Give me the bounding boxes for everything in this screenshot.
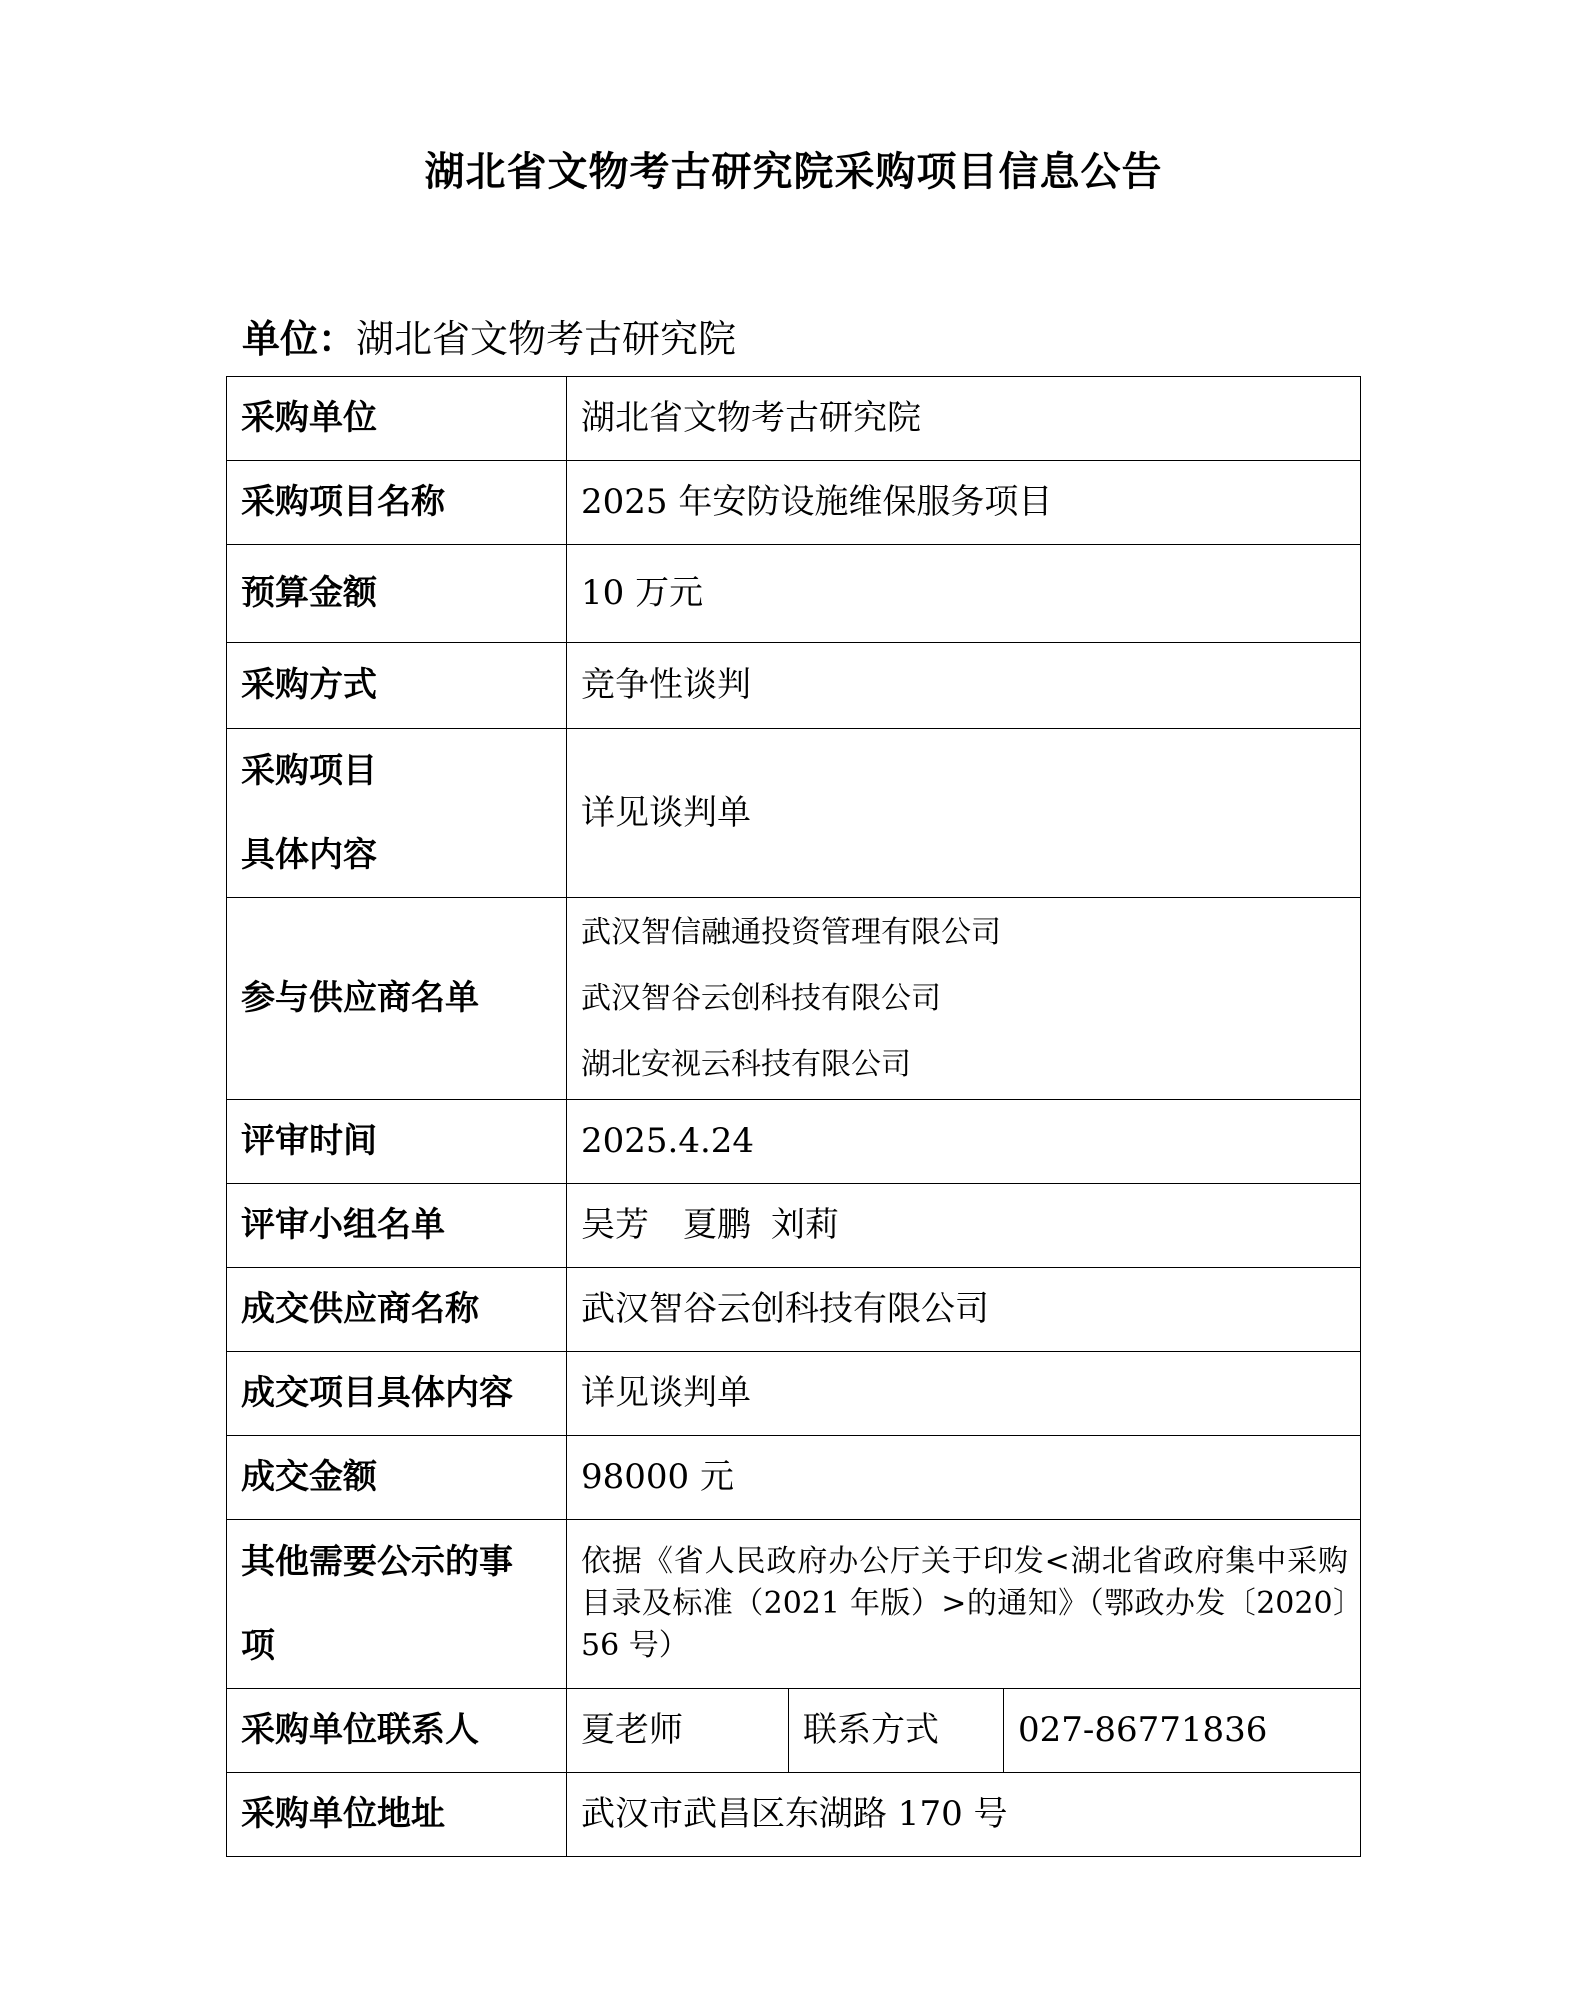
suppliers-list [567,898,1361,1100]
review-panel-label: 评审小组名单 [227,1184,567,1268]
list-item: 湖北安视云科技有限公司 [581,1046,911,1082]
project-content-value: 详见谈判单 [567,729,1361,898]
suppliers-label: 参与供应商名单 [227,898,567,1100]
contact-method-value: 027-86771836 [1004,1689,1361,1773]
winning-supplier-label: 成交供应商名称 [227,1268,567,1352]
other-notice-label-line2: 项 [241,1626,275,1666]
unit-line [242,308,736,363]
table-row [227,1268,1361,1352]
review-time-label: 评审时间 [227,1100,567,1184]
contact-method-label: 联系方式 [789,1689,1004,1773]
winning-content-value: 详见谈判单 [567,1352,1361,1436]
other-notice-label-line1: 其他需要公示的事 [241,1542,513,1582]
purchasing-unit-label: 采购单位 [227,377,567,461]
list-item: 武汉智谷云创科技有限公司 [581,980,941,1016]
unit-value: 湖北省文物考古研究院 [356,317,737,361]
panel-member: 夏鹏 [683,1205,751,1246]
budget-label: 预算金额 [227,545,567,643]
other-notice-value: 依据《省人民政府办公厅关于印发<湖北省政府集中采购目录及标准（2021 年版）>的通知》（鄂政办发〔2020〕56 号） [567,1520,1361,1689]
table-row [227,1352,1361,1436]
table-row [227,1100,1361,1184]
table-row [227,1436,1361,1520]
table-row [227,729,1361,898]
review-time-value: 2025.4.24 [567,1100,1361,1184]
unit-label: 单位： [242,316,357,361]
procurement-info-table [226,376,1361,1857]
panel-member: 刘莉 [771,1205,839,1246]
table-row [227,377,1361,461]
project-content-label [227,729,567,898]
table-row [227,1520,1361,1689]
project-content-label-line1: 采购项目 [241,751,377,791]
table-row [227,898,1361,1100]
address-label: 采购单位地址 [227,1773,567,1857]
project-name-value: 2025 年安防设施维保服务项目 [567,461,1361,545]
contact-value: 夏老师 [567,1689,789,1773]
panel-member: 吴芳 [581,1205,649,1246]
table-row [227,643,1361,729]
review-panel-members [567,1184,1361,1268]
list-item: 武汉智信融通投资管理有限公司 [581,914,1001,950]
contact-label: 采购单位联系人 [227,1689,567,1773]
budget-value: 10 万元 [567,545,1361,643]
winning-content-label: 成交项目具体内容 [227,1352,567,1436]
address-value: 武汉市武昌区东湖路 170 号 [567,1773,1361,1857]
page-title: 湖北省文物考古研究院采购项目信息公告 [424,148,1163,195]
table-row [227,1689,1361,1773]
table-row [227,1773,1361,1857]
method-value: 竞争性谈判 [567,643,1361,729]
other-notice-label [227,1520,567,1689]
table-row [227,545,1361,643]
purchasing-unit-value: 湖北省文物考古研究院 [567,377,1361,461]
project-content-label-line2: 具体内容 [241,835,377,875]
project-name-label: 采购项目名称 [227,461,567,545]
winning-amount-label: 成交金额 [227,1436,567,1520]
method-label: 采购方式 [227,643,567,729]
table-row [227,461,1361,545]
table-row [227,1184,1361,1268]
winning-supplier-value: 武汉智谷云创科技有限公司 [567,1268,1361,1352]
winning-amount-value: 98000 元 [567,1436,1361,1520]
